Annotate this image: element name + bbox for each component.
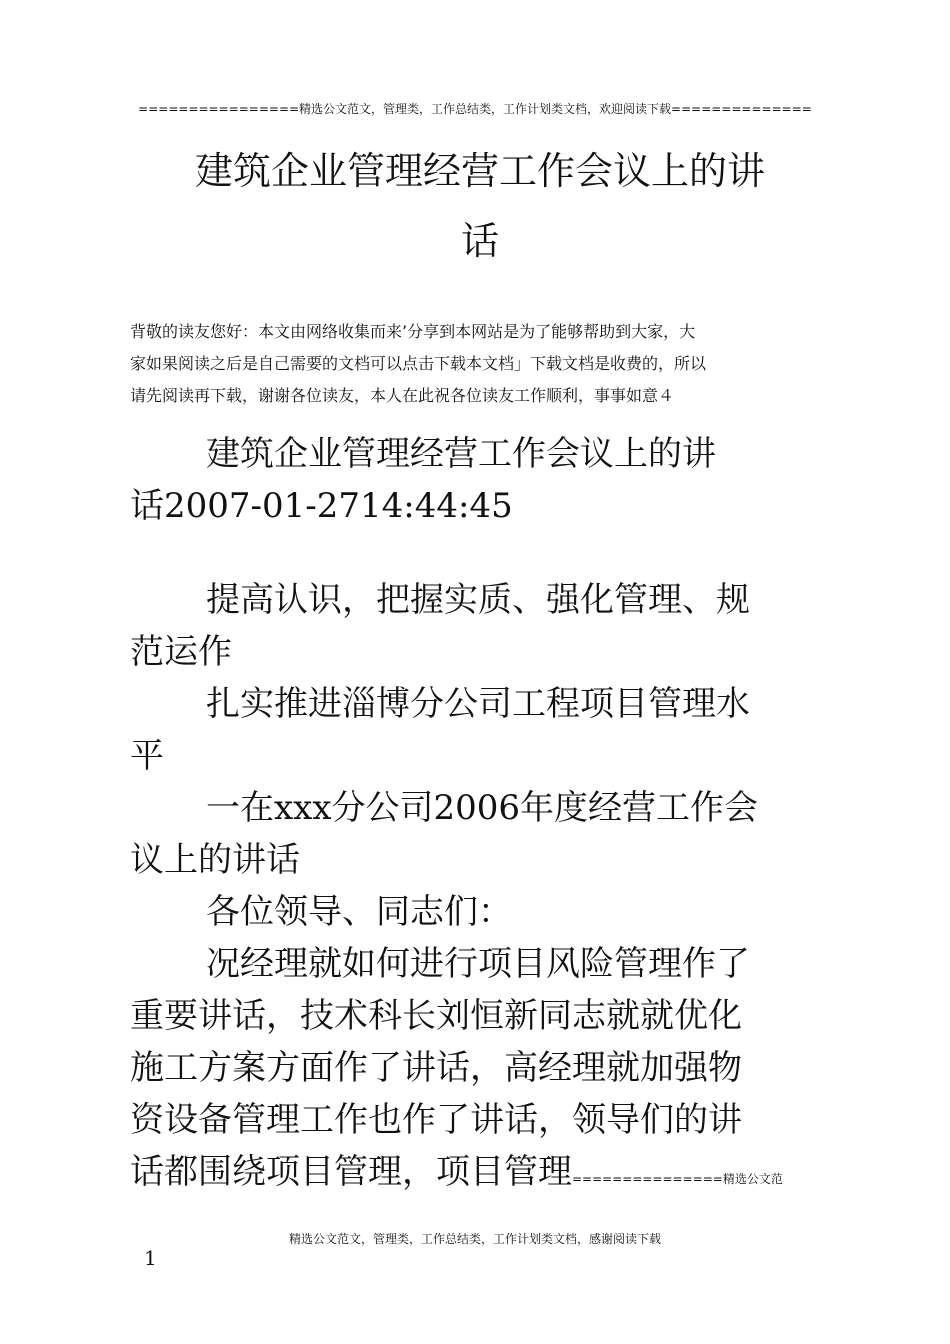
subtitle-2-line-1: 扎实推进淄博分公司工程项目管理水 (206, 684, 750, 724)
paragraph-line-3: 施工方案方面作了讲话，高经理就加强物 (130, 1048, 742, 1088)
subtitle-3-line-1: 一在xxx分公司2006年度经营工作会 (206, 788, 759, 828)
footer-text: 精选公文范文，管理类，工作总结类，工作计划类文档，感谢阅读下载 (288, 1232, 661, 1246)
paragraph-line-1: 况经理就如何进行项目风险管理作了 (206, 944, 750, 984)
subtitle-3-line-2: 议上的讲话 (130, 840, 300, 880)
greeting: 各位领导、同志们： (206, 892, 512, 932)
subtitle-1-line-2: 范运作 (130, 632, 232, 672)
body-heading (130, 428, 835, 532)
reader-notice (130, 316, 830, 412)
paragraph-line-5 (130, 1146, 835, 1205)
body-heading-line-2: 话2007-01-2714:44:45 (130, 486, 513, 526)
subtitle-2-line-2: 平 (130, 736, 164, 776)
inline-banner: ===============精选公文范 (572, 1172, 783, 1186)
paragraph-line-5-text: 话都围绕项目管理，项目管理 (130, 1152, 572, 1192)
header-banner: ================精选公文范文，管理类，工作总结类，工作计划类文档，欢迎阅读下载============== (138, 102, 812, 116)
paragraph-line-2: 重要讲话，技术科长刘恒新同志就就优化 (130, 996, 742, 1036)
notice-line-1: 背敬的读友您好：本文由网络收集而来’分享到本网站是为了能够帮助到大家，大 (130, 322, 696, 341)
body-content (130, 574, 835, 1205)
notice-line-3: 请先阅读再下载，谢谢各位读友，本人在此祝各位读友工作顺利，事事如意４ (130, 386, 675, 405)
paragraph-line-4: 资设备管理工作也作了讲话，领导们的讲 (130, 1100, 742, 1140)
page-number: 1 (144, 1246, 157, 1270)
notice-line-2: 家如果阅读之后是自己需要的文档可以点击下载本文档」下载文档是收费的，所以 (130, 354, 707, 373)
document-title-line-1: 建筑企业管理经营工作会议上的讲 (194, 149, 765, 193)
document-title-line-2: 话 (460, 219, 499, 263)
body-heading-line-1: 建筑企业管理经营工作会议上的讲 (206, 434, 716, 474)
subtitle-1-line-1: 提高认识，把握实质、强化管理、规 (206, 580, 750, 620)
